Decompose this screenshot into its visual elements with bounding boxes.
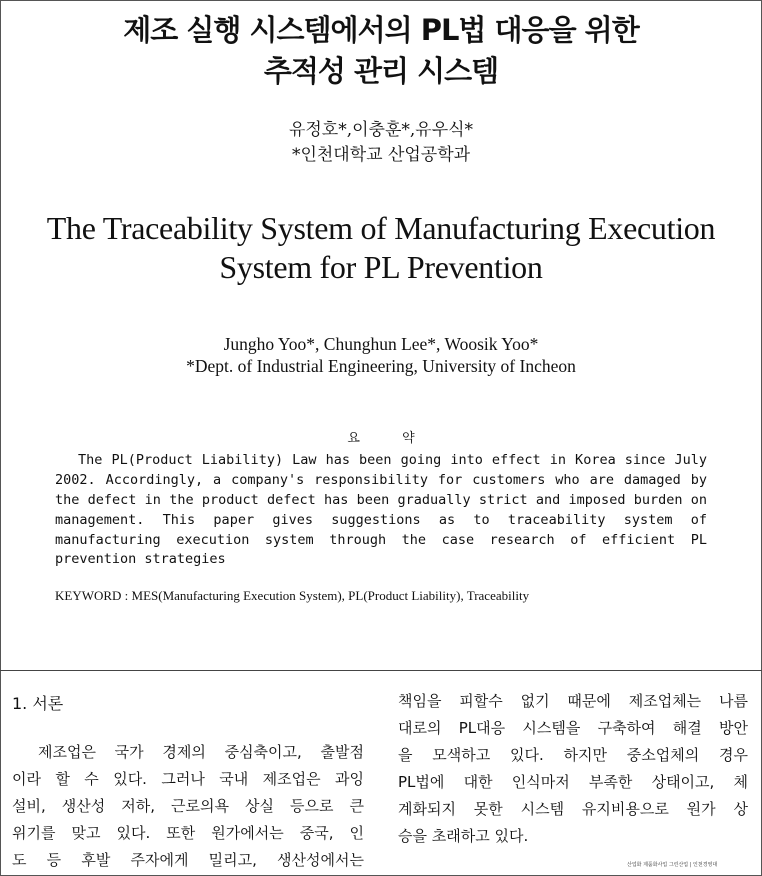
left-column-line: 이라 할 수 있다. 그러나 국내 제조업은 과잉	[12, 770, 364, 788]
section-divider	[0, 670, 762, 671]
korean-title-line-2: 추적성 관리 시스템	[263, 54, 499, 88]
left-column-line: 설비, 생산성 저하, 근로의욕 상실 등으로 큰	[12, 797, 364, 815]
abstract-line: 2002. Accordingly, a company's responsibility for customers who are damaged by	[55, 472, 707, 488]
korean-title-line-1: 제조 실행 시스템에서의 PL법 대응을 위한	[123, 13, 639, 47]
abstract-line: manufacturing execution system through the case research of efficient PL	[55, 532, 707, 548]
english-title-line-1: The Traceability System of Manufacturing Execution	[46, 210, 716, 246]
right-column-line: PL법에 대한 인식마저 부족한 상태이고, 체	[398, 773, 748, 791]
left-column-line: 위기를 맞고 있다. 또한 원가에서는 중국, 인	[12, 824, 364, 842]
abstract-heading: 요 약	[347, 431, 415, 446]
section-title: 1. 서론	[12, 694, 64, 713]
right-column-line: 계화되지 못한 시스템 유지비용으로 원가 상	[398, 800, 748, 818]
left-column-line: 도 등 후발 주자에게 밀리고, 생산성에서는	[12, 851, 364, 869]
abstract-line: management. This paper gives suggestions as to traceability system of	[55, 512, 707, 528]
abstract-line: The PL(Product Liability) Law has been going into effect in Korea since July	[78, 452, 707, 468]
english-authors: Jungho Yoo*, Chunghun Lee*, Woosik Yoo*	[223, 334, 539, 354]
right-column-line: 대로의 PL대응 시스템을 구축하여 해결 방안	[398, 719, 748, 737]
abstract-line: the defect in the product defect has been gradually strict and imposed burden on	[55, 492, 707, 508]
korean-affiliation: *인천대학교 산업공학과	[291, 145, 471, 165]
footer-stamp: 산업화 제품화사업 그린산업 | 인천경영대	[627, 862, 718, 868]
keyword-line: KEYWORD : MES(Manufacturing Execution System), PL(Product Liability), Traceability	[55, 588, 530, 603]
english-title-line-2: System for PL Prevention	[219, 249, 543, 285]
left-column-line: 제조업은 국가 경제의 중심축이고, 출발점	[38, 743, 364, 761]
right-column-line: 을 모색하고 있다. 하지만 중소업체의 경우	[398, 746, 748, 764]
english-affiliation: *Dept. of Industrial Engineering, University of Incheon	[186, 356, 576, 376]
abstract-line: prevention strategies	[55, 551, 226, 567]
korean-authors: 유정호*,이충훈*,유우식*	[288, 120, 474, 140]
right-column-line: 책임을 피할수 없기 때문에 제조업체는 나름	[398, 692, 748, 710]
right-column-line: 승을 초래하고 있다.	[398, 827, 529, 845]
